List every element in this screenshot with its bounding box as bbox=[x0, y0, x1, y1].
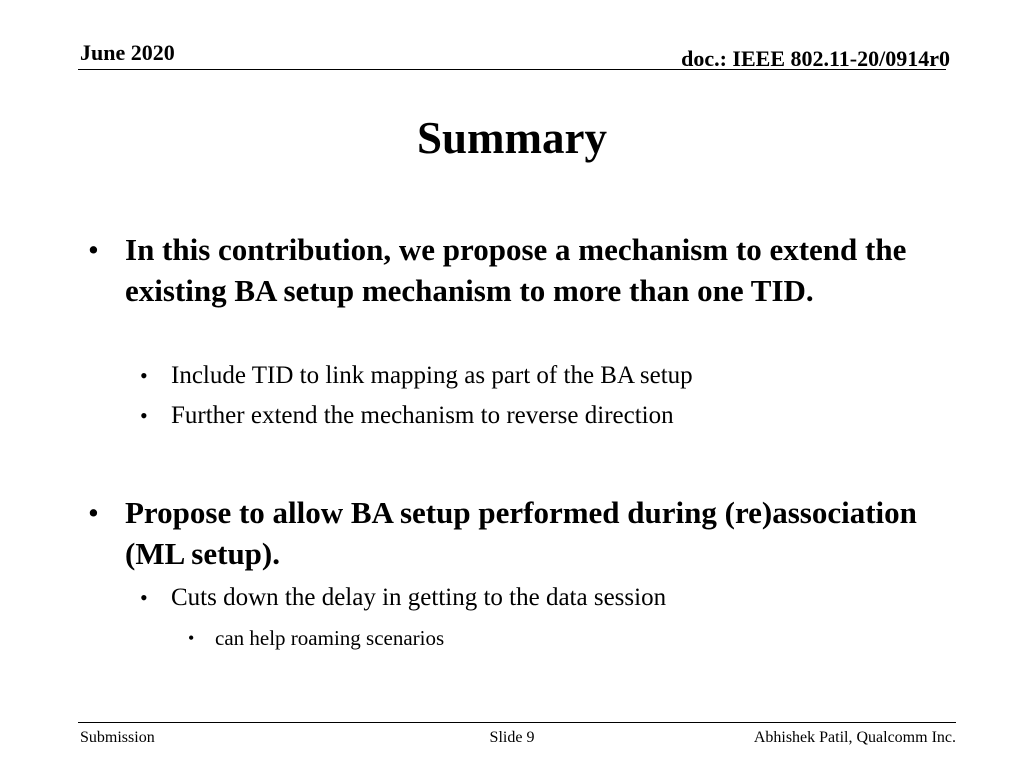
bullet-1-text: In this contribution, we propose a mechanism to extend the existing BA setup mechanism to more than one TID. bbox=[125, 232, 907, 308]
bullet-2-sub-1-sub-1-text: can help roaming scenarios bbox=[215, 626, 445, 650]
footer-divider bbox=[78, 722, 956, 723]
footer-author: Abhishek Patil, Qualcomm Inc. bbox=[753, 729, 956, 746]
footer-slide-number: Slide 9 bbox=[489, 729, 535, 746]
bullet-1-sub-2-marker: • bbox=[140, 403, 148, 428]
bullet-2-sub-1 bbox=[140, 582, 940, 614]
bullet-2-sub-1-text: Cuts down the delay in getting to the data session bbox=[171, 584, 667, 611]
header-doc-id: doc.: IEEE 802.11-20/0914r0 bbox=[681, 46, 950, 71]
bullet-2-text: Propose to allow BA setup performed during (re)association (ML setup). bbox=[125, 495, 917, 571]
bullet-2-sub-1-sub-1 bbox=[188, 624, 938, 652]
bullet-2 bbox=[88, 492, 948, 574]
bullet-1-marker: • bbox=[88, 232, 99, 267]
bullet-1-sub-1 bbox=[140, 360, 940, 392]
bullet-1-sub-1-marker: • bbox=[140, 363, 148, 388]
footer-submission: Submission bbox=[80, 729, 155, 746]
bullet-1 bbox=[88, 229, 948, 311]
bullet-2-sub-1-sub-1-marker: • bbox=[188, 628, 195, 648]
bullet-1-sub-1-text: Include TID to link mapping as part of the BA setup bbox=[171, 362, 693, 389]
bullet-1-sub-2 bbox=[140, 400, 940, 432]
header-date: June 2020 bbox=[80, 40, 175, 65]
bullet-2-sub-1-marker: • bbox=[140, 585, 148, 610]
header-divider bbox=[78, 69, 946, 70]
bullet-1-sub-2-text: Further extend the mechanism to reverse direction bbox=[171, 402, 674, 429]
bullet-2-marker: • bbox=[88, 495, 99, 530]
slide-title: Summary bbox=[417, 113, 607, 163]
